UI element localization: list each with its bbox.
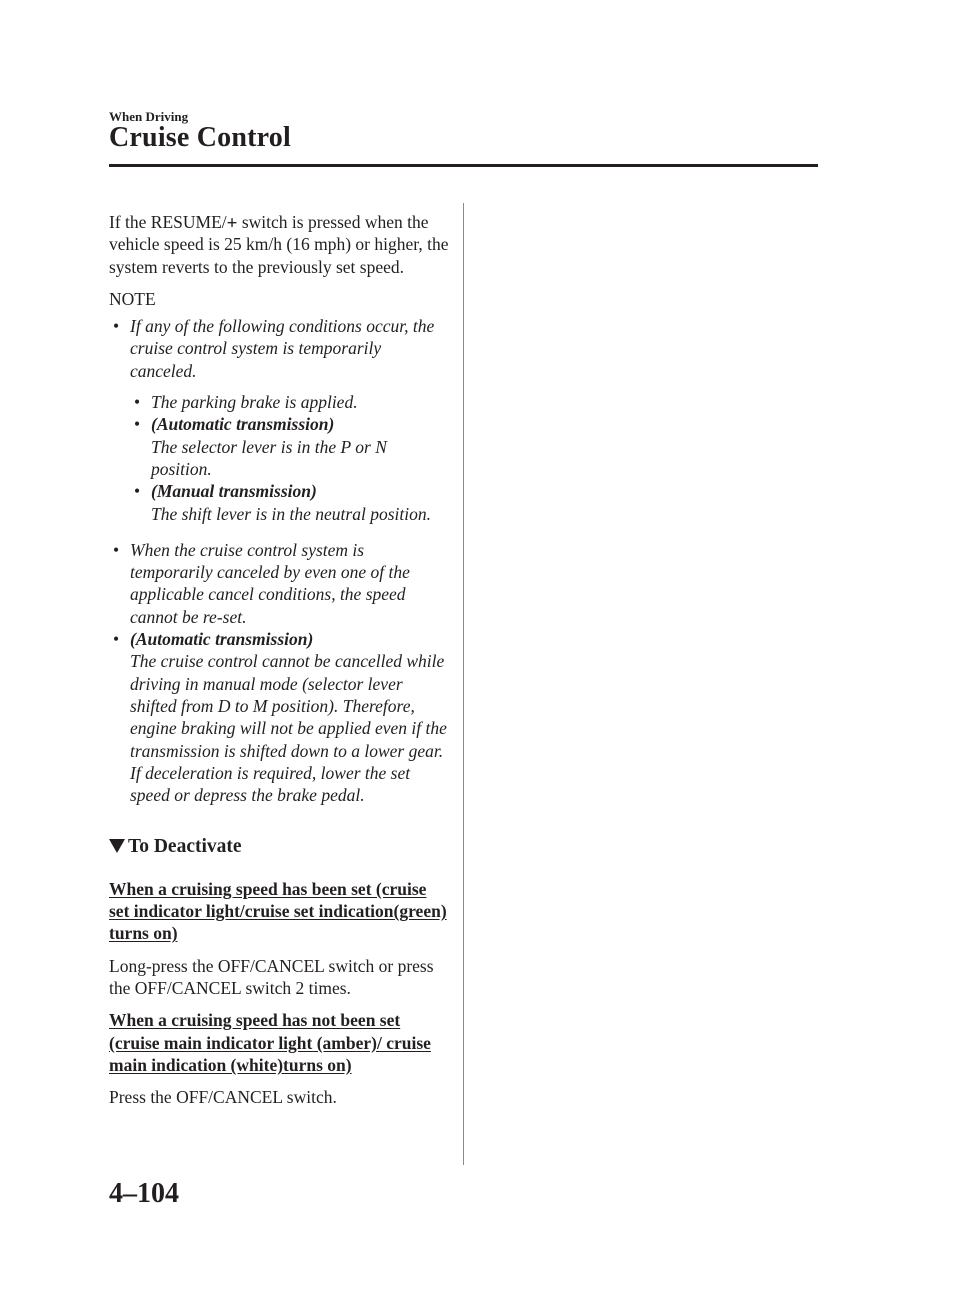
bullet-text: The selector lever is in the P or N position. bbox=[151, 436, 387, 479]
bullet-icon: • bbox=[134, 414, 141, 435]
sub-bullet-manual bbox=[130, 480, 449, 525]
bullet-heading: (Automatic transmission) bbox=[130, 629, 314, 650]
sub-bullet-automatic bbox=[130, 413, 449, 480]
section-label: When Driving bbox=[109, 109, 189, 124]
bullet-text: When the cruise control system is temporarily canceled by even one of the applicable cancel conditions, the speed cannot be re-set. bbox=[130, 539, 410, 627]
deactivate-heading-text: To Deactivate bbox=[128, 836, 242, 858]
bullet-text: The cruise control cannot be cancelled while driving in manual mode (selector lever shifted from D to M position). Therefore, engine braking will not be applied even if the transmission is shifted down to a lower gear. If deceleration is required, lower the set speed or depress the brake pedal. bbox=[130, 651, 447, 806]
bullet-icon: • bbox=[134, 392, 141, 413]
note-label: NOTE bbox=[109, 288, 156, 309]
note-bullet-automatic bbox=[109, 628, 449, 806]
column-divider bbox=[463, 203, 464, 1165]
case-speed-not-set-text: Press the OFF/CANCEL switch. bbox=[109, 1087, 337, 1108]
main-column bbox=[109, 211, 449, 1118]
note-bullet-conditions bbox=[109, 315, 449, 382]
bullet-icon: • bbox=[113, 316, 120, 337]
bullet-icon: • bbox=[113, 539, 120, 560]
note-bullet-reset bbox=[109, 539, 449, 628]
triangle-icon bbox=[109, 839, 125, 853]
resume-paragraph bbox=[109, 211, 449, 278]
header-rule bbox=[109, 164, 818, 167]
bullet-text: The shift lever is in the neutral position. bbox=[151, 503, 431, 524]
page-title: Cruise Control bbox=[109, 122, 291, 153]
bullet-heading: (Automatic transmission) bbox=[151, 414, 335, 435]
plus-icon: + bbox=[226, 213, 238, 234]
page-number: 4–104 bbox=[109, 1178, 179, 1209]
resume-text-end: switch is pressed when the vehicle speed is 25 km/h (16 mph) or higher, the system reverts to the previously set speed. bbox=[109, 212, 449, 277]
bullet-icon: • bbox=[134, 481, 141, 502]
case-speed-not-set-heading: When a cruising speed has not been set (cruise main indicator light (amber)/ cruise main indication (white)turns on) bbox=[109, 1010, 431, 1075]
case-speed-set-text: Long-press the OFF/CANCEL switch or press the OFF/CANCEL switch 2 times. bbox=[109, 955, 434, 998]
deactivate-heading bbox=[109, 836, 449, 858]
resume-text-start: If the RESUME/ bbox=[109, 212, 227, 232]
bullet-text: If any of the following conditions occur, the cruise control system is temporarily canceled. bbox=[130, 316, 435, 381]
bullet-text: The parking brake is applied. bbox=[151, 392, 358, 413]
bullet-icon: • bbox=[113, 629, 120, 650]
sub-bullet-parking-brake bbox=[130, 391, 449, 413]
bullet-heading: (Manual transmission) bbox=[151, 481, 317, 502]
case-speed-set-heading: When a cruising speed has been set (cruise set indicator light/cruise set indication(green) turns on) bbox=[109, 878, 447, 944]
